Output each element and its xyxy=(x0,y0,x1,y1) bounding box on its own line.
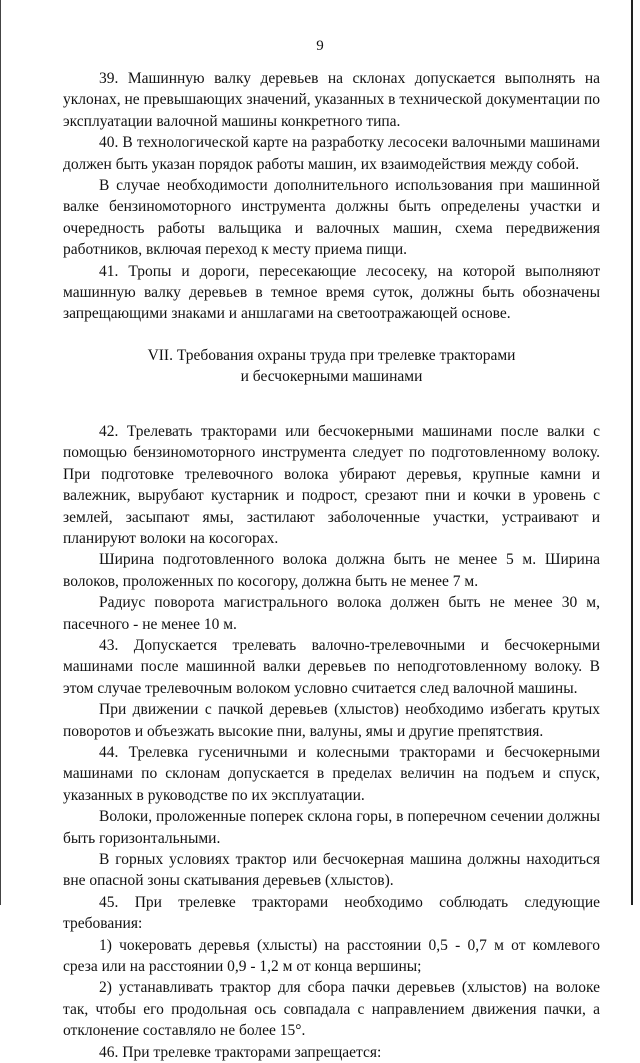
paragraph-43-continued: При движении с пачкой деревьев (хлыстов) необходимо избегать крутых поворотов и объезжать высокие пни, валуны, ямы и другие препятствия. xyxy=(63,701,600,740)
section-heading-line-2: и бесчокерными машинами xyxy=(240,367,423,385)
scan-right-edge xyxy=(631,0,633,905)
paragraph-46: 46. При трелевке тракторами запрещается: xyxy=(99,1043,382,1061)
page-number: 9 xyxy=(316,38,324,54)
document-body xyxy=(63,68,600,1063)
paragraph-40-continued: В случае необходимости дополнительного использования при машинной валке бензиномоторного инструмента должны быть определены участки и очередность работы вальщика и валочных машин, схема передвижения работников, включая переход к месту приема пищи. xyxy=(63,177,600,259)
scan-left-edge xyxy=(0,0,1,905)
paragraph-42-width: Ширина подготовленного волока должна быть не менее 5 м. Ширина волоков, проложенных по косогору, должна быть не менее 7 м. xyxy=(63,551,600,590)
paragraph-41: 41. Тропы и дороги, пересекающие лесосеку, на которой выполняют машинную валку деревьев в темное время суток, должны быть обозначены запрещающими знаками и аншлагами на светоотражающей основе. xyxy=(63,262,600,323)
paragraph-44-slopes: Волоки, проложенные поперек склона горы, в поперечном сечении должны быть горизонтальными. xyxy=(63,808,600,847)
paragraph-42: 42. Трелевать тракторами или бесчокерными машинами после валки с помощью бензиномоторного инструмента следует по подготовленному волоку. При подготовке трелевочного волока убирают деревья, крупные камни и валежник, вырубают кустарник и подрост, срезают пни и кочки в уровень с землей, засыпают ямы, застилают заболоченные участки, устраивают и планируют волоки на косогорах. xyxy=(63,422,600,547)
paragraph-42-radius: Радиус поворота магистрального волока должен быть не менее 30 м, пасечного - не менее 10 м. xyxy=(63,594,600,633)
paragraph-43: 43. Допускается трелевать валочно-трелевочными и бесчокерными машинами после машинной валки деревьев по неподготовленному волоку. В этом случае трелевочным волоком условно считается след валочной машины. xyxy=(63,636,600,697)
paragraph-44-mountains: В горных условиях трактор или бесчокерная машина должны находиться вне опасной зоны скатывания деревьев (хлыстов). xyxy=(63,851,600,890)
section-heading xyxy=(63,345,600,387)
paragraph-40: 40. В технологической карте на разработку лесосеки валочными машинами должен быть указан порядок работы машин, их взаимодействия между собой. xyxy=(63,134,600,173)
paragraph-45-item-1: 1) чокеровать деревья (хлысты) на расстоянии 0,5 - 0,7 м от комлевого среза или на расстоянии 0,9 - 1,2 м от конца вершины; xyxy=(63,936,600,976)
paragraph-44: 44. Трелевка гусеничными и колесными тракторами и бесчокерными машинами по склонам допускается в пределах величин на подъем и спуск, указанных в руководстве по их эксплуатации. xyxy=(63,743,600,804)
paragraph-39: 39. Машинную валку деревьев на склонах допускается выполнять на уклонах, не превышающих значений, указанных в технической документации по эксплуатации валочной машины конкретного типа. xyxy=(63,70,600,130)
paragraph-45: 45. При трелевке тракторами необходимо соблюдать следующие требования: xyxy=(63,893,600,933)
section-heading-line-1: VII. Требования охраны труда при трелевке тракторами xyxy=(147,346,516,364)
paragraph-45-item-2: 2) устанавливать трактор для сбора пачки деревьев (хлыстов) на волоке так, чтобы его продольная ось совпадала с направлением движения пачки, а отклонение составляло не более 15°. xyxy=(63,979,600,1040)
